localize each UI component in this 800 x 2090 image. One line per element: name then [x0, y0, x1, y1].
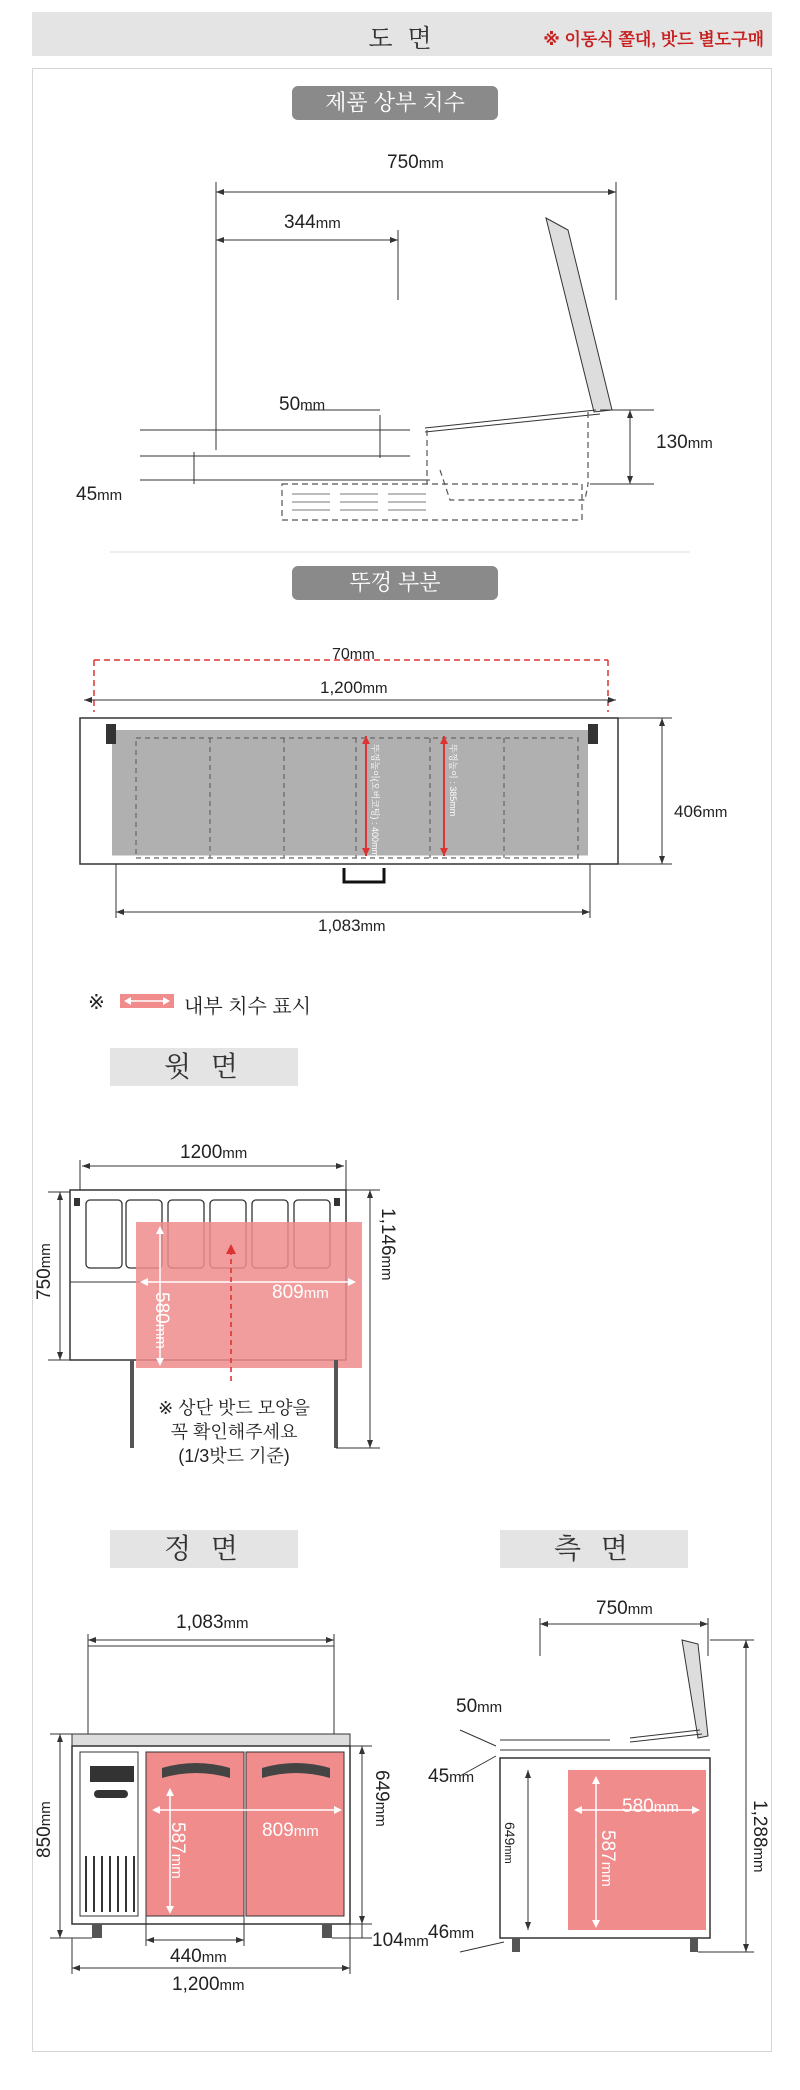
legend-swatch [120, 992, 174, 1010]
dim-50-rail: 50mm [279, 394, 326, 415]
legend-text: 내부 치수 표시 [184, 996, 312, 1018]
legend-symbol: ※ [88, 992, 105, 1014]
dim-1146-top-view: 1,146mm [377, 1208, 398, 1281]
section-side-view-title: 측 면 [500, 1530, 688, 1568]
tray-note-line-2: 꼭 확인해주세요 [170, 1422, 298, 1442]
dim-440-front: 440mm [170, 1946, 227, 1967]
tray-shape-note [146, 1396, 322, 1468]
dim-850-front: 850mm [34, 1801, 55, 1858]
dim-587-side: 587mm [597, 1830, 618, 1887]
dim-1200-lid: 1,200mm [320, 678, 388, 697]
dim-750-side: 750mm [596, 1598, 653, 1619]
top-view-diagram [0, 1120, 800, 1480]
dim-344: 344mm [284, 212, 341, 233]
dim-70-hinge: 70mm [332, 646, 375, 663]
tray-note-line-3: (1/3밧드 기준) [178, 1446, 290, 1466]
lid-inner-note-1: 뚜껑높이(오버코팅) : 400mm [370, 744, 380, 858]
dim-1288-side: 1,288mm [749, 1800, 770, 1873]
section-top-dims-title: 제품 상부 치수 [292, 86, 498, 120]
dim-587-front: 587mm [167, 1822, 188, 1879]
dim-750-top: 750mm [387, 152, 444, 173]
dim-1083-lid: 1,083mm [318, 916, 386, 935]
section-top-view-title: 윗 면 [110, 1048, 298, 1086]
dim-46-side: 46mm [428, 1922, 475, 1943]
dim-1083-front: 1,083mm [176, 1612, 249, 1633]
top-dims-diagram [0, 0, 800, 560]
dim-1200-top-view: 1200mm [180, 1142, 248, 1163]
dim-130-lid: 130mm [656, 432, 713, 453]
section-lid-title: 뚜껑 부분 [292, 566, 498, 600]
dim-406-lid: 406mm [674, 802, 728, 821]
lid-inner-note-2: 뚜껑높이 : 385mm [448, 744, 458, 817]
dim-649-front: 649mm [371, 1770, 392, 1827]
lid-diagram [0, 620, 800, 940]
dim-750-top-view: 750mm [34, 1243, 55, 1300]
dim-1200-front: 1,200mm [172, 1974, 245, 1995]
dim-50-side: 50mm [456, 1696, 503, 1717]
dim-809-top-view: 809mm [272, 1282, 329, 1303]
section-front-view-title: 정 면 [110, 1530, 298, 1568]
dim-649-side: 649mm [502, 1822, 518, 1864]
dim-45-front: 45mm [76, 484, 123, 505]
dim-580-side: 580mm [622, 1796, 679, 1817]
dim-104-front: 104mm [372, 1930, 429, 1951]
page-title: 도 면 [368, 25, 436, 53]
tray-note-line-1: ※ 상단 밧드 모양을 [158, 1398, 310, 1418]
dim-45-side: 45mm [428, 1766, 475, 1787]
front-view-diagram [0, 1600, 400, 2000]
dim-580-top-view: 580mm [151, 1292, 172, 1349]
purchase-note: ※ 이동식 쫄대, 밧드 별도구매 [543, 30, 764, 49]
dim-809-front: 809mm [262, 1820, 319, 1841]
